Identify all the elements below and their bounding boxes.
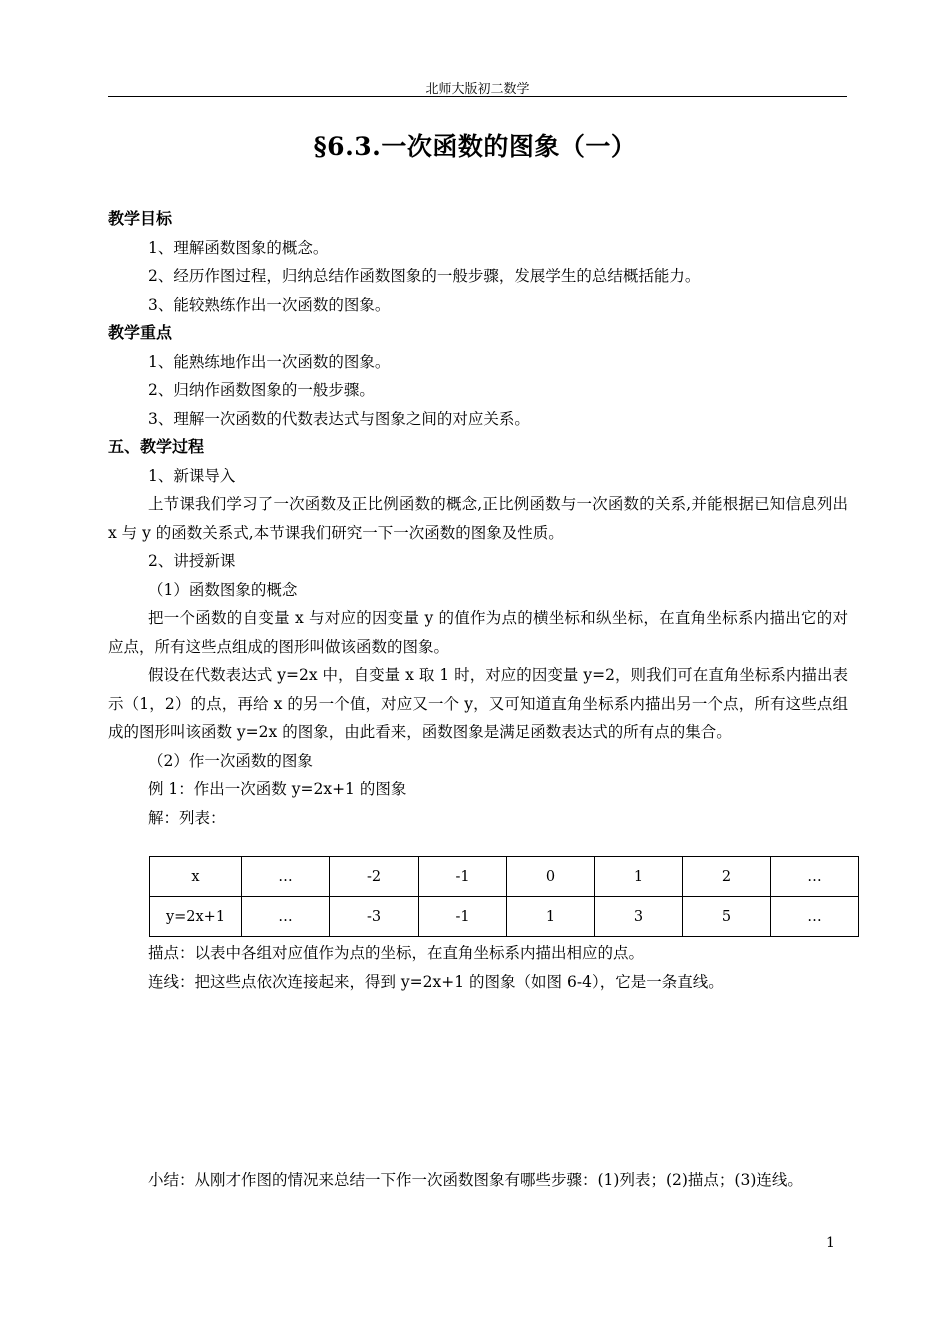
table-cell: 1 — [507, 897, 595, 937]
key-point-item: 2、归纳作函数图象的一般步骤。 — [148, 381, 375, 399]
key-points-heading: 教学重点 — [108, 323, 173, 342]
key-point-item: 1、能熟练地作出一次函数的图象。 — [148, 352, 391, 371]
value-table — [149, 856, 859, 937]
goal-item: 2、经历作图过程，归纳总结作函数图象的一般步骤，发展学生的总结概括能力。 — [148, 267, 701, 285]
table-cell: … — [771, 857, 859, 897]
key-point-item: 3、理解一次函数的代数表达式与图象之间的对应关系。 — [148, 409, 530, 428]
table-cell: 2 — [683, 857, 771, 897]
page-header: 北师大版初二数学 — [425, 82, 530, 97]
table-cell: … — [242, 857, 330, 897]
goal-item: 1、理解函数图象的概念。 — [148, 238, 329, 257]
table-cell: 1 — [595, 857, 683, 897]
goal-item: 3、能较熟练作出一次函数的图象。 — [148, 295, 391, 314]
table-cell: … — [242, 897, 330, 937]
intro-label: 1、新课导入 — [148, 466, 236, 485]
example1-text: 例 1：作出一次函数 y=2x+1 的图象 — [148, 780, 407, 798]
process-heading: 五、教学过程 — [108, 437, 205, 456]
table-row — [150, 897, 859, 937]
concept-paragraph: 把一个函数的自变量 x 与对应的因变量 y 的值作为点的横坐标和纵坐标，在直角坐标系内描出它的对应点，所有这些点组成的图形叫做该函数的图象。 — [108, 609, 848, 656]
intro-paragraph: 上节课我们学习了一次函数及正比例函数的概念,正比例函数与一次函数的关系,并能根据已知信息列出 x 与 y 的函数关系式,本节课我们研究一下一次函数的图象及性质。 — [108, 495, 848, 542]
table-cell: y=2x+1 — [150, 897, 242, 937]
table-cell: x — [150, 857, 242, 897]
draw-label: （2）作一次函数的图象 — [148, 751, 313, 770]
table-cell: 3 — [595, 897, 683, 937]
example-paragraph: 假设在代数表达式 y=2x 中，自变量 x 取 1 时，对应的因变量 y=2，则我们可在直角坐标系内描出表示（1，2）的点，再给 x 的另一个值，对应又一个 y，又可知道直角坐标系内描出另一个点，所有这些点组成的图形叫该函数 y=2x 的图象，由此看来，函数图象是满足函数表达式的所有点的集合。 — [108, 666, 848, 741]
table-cell: -1 — [419, 897, 507, 937]
concept-label: （1）函数图象的概念 — [148, 580, 298, 599]
lesson-label: 2、讲授新课 — [148, 552, 236, 570]
table-cell: -2 — [330, 857, 419, 897]
plot-step: 描点：以表中各组对应值作为点的坐标，在直角坐标系内描出相应的点。 — [148, 944, 645, 962]
table-cell: -3 — [330, 897, 419, 937]
document-body — [108, 205, 848, 832]
page-title: §6.3.一次函数的图象（一） — [313, 132, 637, 161]
summary-block — [108, 1166, 848, 1195]
summary-paragraph: 小结：从刚才作图的情况来总结一下作一次函数图象有哪些步骤：(1)列表；(2)描点；(3)连线。 — [148, 1171, 803, 1189]
header-divider — [108, 96, 847, 97]
after-table-block — [108, 939, 848, 996]
table-cell: … — [771, 897, 859, 937]
connect-step: 连线：把这些点依次连接起来，得到 y=2x+1 的图象（如图 6-4），它是一条直线。 — [148, 972, 724, 991]
goals-heading: 教学目标 — [108, 209, 173, 228]
solution-label: 解：列表： — [148, 808, 226, 827]
table-cell: 5 — [683, 897, 771, 937]
table-cell: 0 — [507, 857, 595, 897]
page-number: 1 — [826, 1235, 835, 1251]
table-row — [150, 857, 859, 897]
table-cell: -1 — [419, 857, 507, 897]
